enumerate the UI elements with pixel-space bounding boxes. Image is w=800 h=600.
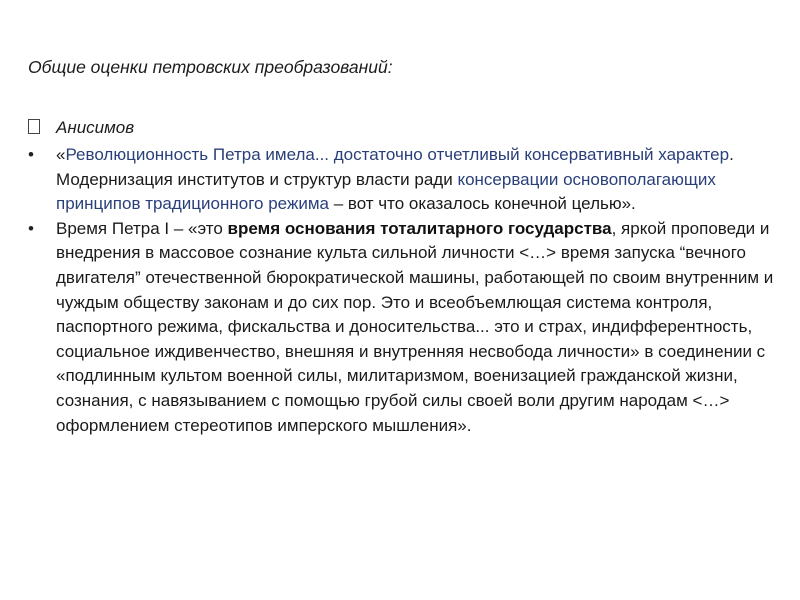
- slide-title: Общие оценки петровских преобразований:: [28, 57, 393, 77]
- bullet2-segment-1: Время Петра I – «это: [56, 218, 228, 238]
- bullet-item-2: [28, 217, 788, 438]
- bullet1-quote-open: «: [56, 145, 66, 164]
- author-name: Анисимов: [56, 118, 135, 137]
- missing-glyph-icon: [28, 119, 40, 134]
- bullet1-segment-2: . Модернизация институтов и структур власти ради: [56, 145, 734, 189]
- bullet2-bold: время основания тоталитарного государства: [227, 218, 612, 238]
- bullet-item-1: [28, 143, 788, 217]
- bullet1-segment-4: – вот что оказалось конечной целью».: [328, 194, 636, 214]
- bullet1-segment-1: Революционность Петра имела... достаточно отчетливый консервативный характер: [65, 145, 730, 164]
- author-heading: [28, 118, 134, 138]
- bullet2-segment-2: , яркой проповеди и внедрения в массовое сознание культа сильной личности <…> время запуска “вечного двигателя” отечественной бюрократической машины, работающей по своим внутренним и чуждым обществу законам и до сих пор. Это и всеобъемлющая система контроля, паспортного режима, фискальства и доносительства... это и страх, индифферентность, социальное иждивенчество, внешняя и внутренняя несвобода личности» в соединении с «подлинным культом военной силы, милитаризмом, военизацией гражданской жизни, сознания, с навязыванием с помощью грубой силы своей воли другим народам <…> оформлением стереотипов имперского мышления».: [56, 218, 774, 435]
- bullet1-segment-3: консервации основополагающих принципов традиционного режима: [56, 169, 716, 214]
- bullet-list: [28, 143, 788, 438]
